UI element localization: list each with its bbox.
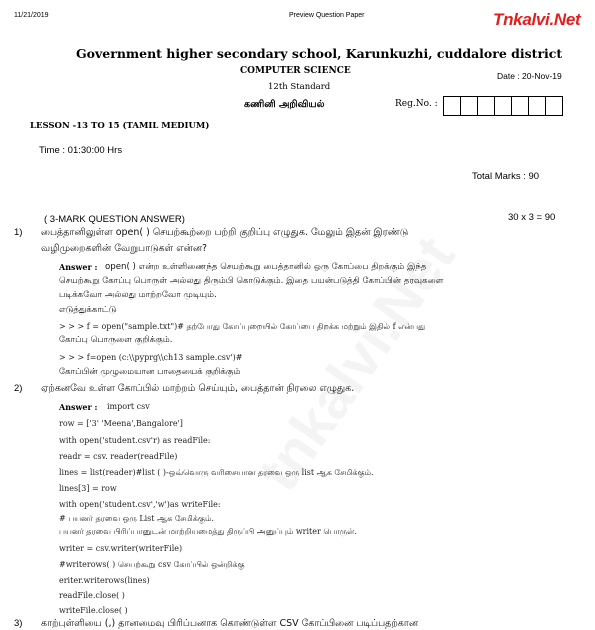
answer-text: கோப்பின் முழுமையான பாதையைக் குறிக்கும் xyxy=(59,367,241,377)
code-line: > > > f = open("sample.txt")# தற்போது கோப்புறையில் கோப்பை திறக்க மற்றும் இதில் f என்பது xyxy=(59,322,425,331)
answer-label: Answer : xyxy=(59,402,98,412)
question-number: 2) xyxy=(14,383,23,394)
code-line: eriter.writerows(lines) xyxy=(59,576,150,585)
lesson-title: LESSON -13 TO 15 (TAMIL MEDIUM) xyxy=(30,121,210,131)
reg-box[interactable] xyxy=(528,96,546,116)
code-line: lines[3] = row xyxy=(59,484,117,493)
question-text: ஏற்கனவே உள்ள கோப்பில் மாற்றம் செய்யும், பைத்தான் நிரலை எழுதுக. xyxy=(41,383,355,394)
code-line: with open('student.csv','w')as writeFile: xyxy=(59,500,221,509)
standard: 12th Standard xyxy=(268,82,331,92)
reg-box[interactable] xyxy=(443,96,461,116)
reg-box[interactable] xyxy=(511,96,529,116)
question-text: காற்புள்ளியை (,) தானமைவு பிரிப்பனாக கொண்டுள்ள CSV கோப்பினை படிப்பதற்கான xyxy=(41,618,419,629)
total-marks: Total Marks : 90 xyxy=(472,171,540,182)
example-label: எடுத்துக்காட்டு xyxy=(59,305,117,315)
reg-box[interactable] xyxy=(460,96,478,116)
code-line: lines = list(reader)#list ( )-ஒவ்வொரு வரிசையான தரவை ஒரு list ஆக சேமிக்கும். xyxy=(59,468,374,477)
answer-text: செயற்கூறு கோப்பு பொருள் அல்லது திரும்பி கொடுக்கும். இதை பயன்படுத்தி கோப்பின் தரவுகளை xyxy=(59,276,444,286)
reg-box[interactable] xyxy=(477,96,495,116)
print-date: 11/21/2019 xyxy=(14,12,49,19)
reg-no-label: Reg.No. : xyxy=(395,99,438,109)
exam-time: Time : 01:30:00 Hrs xyxy=(39,145,123,156)
code-comment: #writerows( ) செயற்கூறு csv கோப்பில் ஒன்றிக்கு xyxy=(59,560,245,569)
code-line: readr = csv. reader(readFile) xyxy=(59,452,178,461)
code-line: > > > f=open (c:\\pyprg\\ch13 sample.csv')# xyxy=(59,353,243,362)
answer-text: கோப்பு பொருளை குறிக்கும். xyxy=(59,335,173,345)
print-title: Preview Question Paper xyxy=(289,12,365,19)
code-line: with open('student.csv'r) as readFile: xyxy=(59,436,211,445)
section-marks: 30 x 3 = 90 xyxy=(508,212,556,223)
question-text: பைத்தானிலுள்ள open( ) செயற்கூற்றை பற்றி குறிப்பு எழுதுக. மேலும் இதன் இரண்டு xyxy=(41,227,409,238)
code-comment: # பயனர் தரவை ஒரு List ஆக சேமிக்கும். xyxy=(59,514,214,523)
section-title: ( 3-MARK QUESTION ANSWER) xyxy=(44,214,185,225)
code-line: row = ['3' 'Meena',Bangalore'] xyxy=(59,419,183,428)
answer-text: open( ) என்ற உள்ளிணைந்த செயற்கூறு பைத்தானில் ஒரு கோப்பை திறக்கும் இந்த xyxy=(105,262,427,272)
exam-date: Date : 20-Nov-19 xyxy=(497,71,562,81)
code-line: writer = csv.writer(writerFile) xyxy=(59,544,183,553)
code-line: readFile.close( ) xyxy=(59,591,125,600)
reg-box[interactable] xyxy=(545,96,563,116)
school-name: Government higher secondary school, Karunkuzhi, cuddalore district xyxy=(76,46,563,61)
answer-label: Answer : xyxy=(59,262,98,272)
question-number: 1) xyxy=(14,227,23,238)
answer-text: படிக்கவோ அல்லது மாற்றவோ முடியும். xyxy=(59,290,217,300)
question-text: வழிமுறைகளின் வேறுபாடுகள் என்ன? xyxy=(41,243,208,254)
code-line: import csv xyxy=(107,402,150,411)
reg-box[interactable] xyxy=(494,96,512,116)
code-line: writeFile.close( ) xyxy=(59,606,128,615)
subject-title: COMPUTER SCIENCE xyxy=(240,66,351,76)
code-comment: பயனர் தரவை பிரிப்பானுடன் மாற்றியமைத்து திருப்பி அனுப்பும் writer பொருள். xyxy=(59,527,357,536)
question-number: 3) xyxy=(14,618,23,629)
site-logo: Tnkalvi.Net xyxy=(493,10,581,29)
tamil-subject: கணினி அறிவியல் xyxy=(244,99,325,110)
